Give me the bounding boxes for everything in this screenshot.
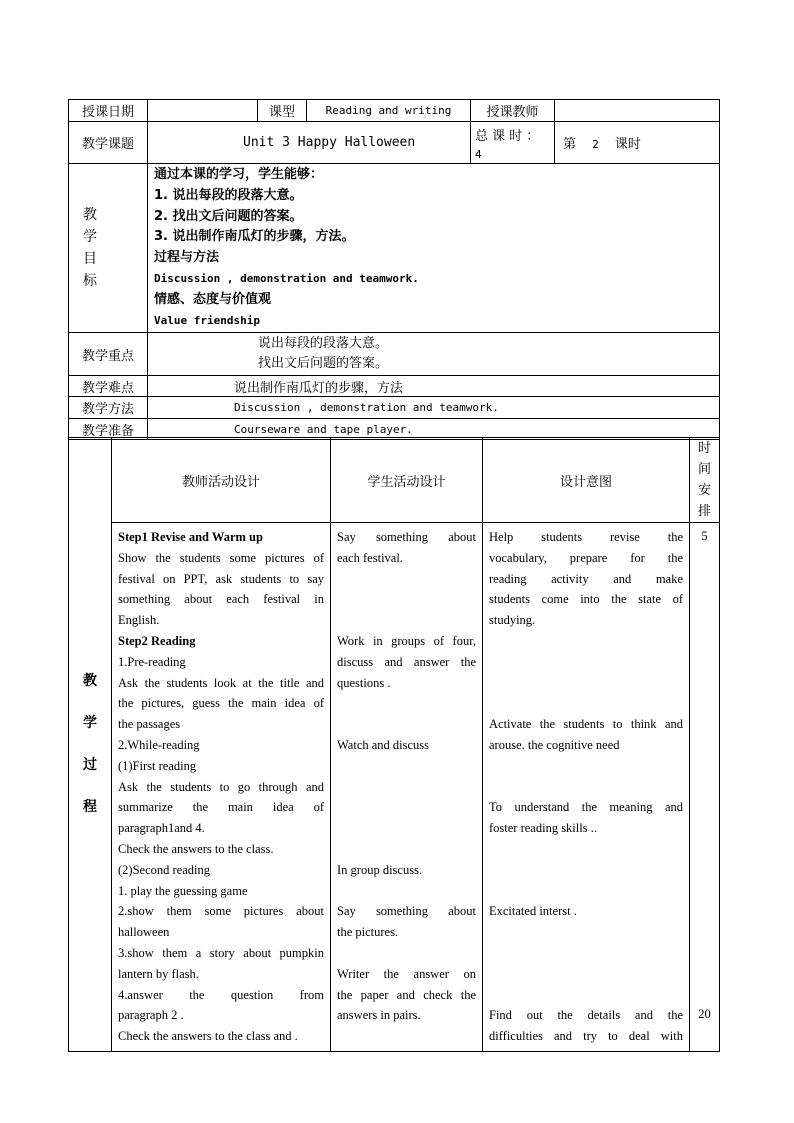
intent-line: [489, 652, 683, 673]
teacher-line: Show the students some pictures of: [118, 550, 324, 565]
teacher-line: Ask the students to go through and: [118, 779, 324, 794]
objective-line: 通过本课的学习，学生能够：: [154, 167, 324, 182]
lesson-prefix: 第: [563, 137, 577, 152]
time-value-step1: 5: [701, 529, 708, 543]
teacher-line: halloween: [118, 925, 170, 940]
objective-line: 情感、态度与价值观: [154, 291, 272, 307]
teacher-line: 1.Pre-reading: [118, 654, 186, 669]
preparation-value: Courseware and tape player.: [148, 419, 720, 440]
intent-line: foster reading skills ..: [489, 821, 597, 836]
student-line: Watch and discuss: [337, 737, 430, 752]
design-intent-header: 设计意图: [483, 438, 690, 523]
student-line: [337, 569, 476, 590]
teacher-line: 3.show them a story about pumpkin: [118, 945, 324, 960]
time-char-2: 间: [697, 462, 711, 477]
time-char-1: 时: [697, 441, 711, 456]
objectives-char-2: 学: [83, 229, 97, 246]
preparation-label: 教学准备: [69, 419, 148, 440]
student-line: [337, 1026, 476, 1047]
student-line: [337, 756, 476, 777]
student-line: [337, 839, 476, 860]
teacher-line: Step2 Reading: [118, 633, 196, 648]
objective-line: 1. 说出每段的段落大意。: [154, 187, 303, 203]
student-line: [337, 943, 476, 964]
topic-label: 教学课题: [69, 122, 148, 164]
teacher-line: festival on PPT, ask students to say: [118, 571, 324, 586]
student-line: [337, 589, 476, 610]
intent-line: reading activity and make: [489, 571, 683, 586]
time-header: [690, 438, 720, 523]
student-line: Say something about: [337, 530, 476, 544]
intent-line: [489, 839, 683, 860]
student-line: [337, 693, 476, 714]
teacher-line: paragraph 2 .: [118, 1008, 184, 1023]
date-value: [148, 100, 258, 122]
student-line: [337, 610, 476, 631]
lesson-num: 2: [592, 138, 599, 151]
design-intent-cell: [483, 523, 690, 1052]
intent-line: Activate the students to think and: [489, 717, 683, 732]
teacher-line: the passages: [118, 717, 181, 732]
teacher-line: Check the answers to the class.: [118, 841, 274, 856]
difficulties-label: 教学难点: [69, 376, 148, 397]
intent-line: arouse. the cognitive need: [489, 737, 620, 752]
teacher-line: 1. play the guessing game: [118, 883, 248, 898]
teacher-activity-cell: [112, 523, 331, 1052]
lesson-suffix: 课时: [614, 137, 641, 152]
teacher-line: English.: [118, 613, 160, 628]
objective-line: Value friendship: [154, 313, 260, 327]
intent-line: studying.: [489, 613, 536, 628]
process-char-1: 教: [83, 673, 97, 690]
teacher-line: lantern by flash.: [118, 966, 199, 981]
intent-line: Find out the details and the: [489, 1008, 683, 1023]
teacher-activity-header: 教师活动设计: [112, 438, 331, 523]
process-char-4: 程: [83, 799, 97, 816]
teacher-line: (1)First reading: [118, 758, 197, 773]
student-line: Say something about: [337, 904, 476, 919]
teacher-line: 4.answer the question from: [118, 987, 324, 1002]
student-line: questions .: [337, 675, 391, 690]
intent-line: [489, 777, 683, 798]
objectives-char-4: 标: [83, 273, 97, 290]
student-line: the paper and check the: [337, 987, 476, 1002]
topic-value: Unit 3 Happy Halloween: [148, 122, 471, 164]
objectives-char-3: 目: [83, 251, 97, 268]
process-char-2: 学: [83, 715, 97, 732]
intent-line: [489, 756, 683, 777]
teacher-line: Step1 Revise and Warm up: [118, 530, 263, 544]
key-points-content: [148, 333, 720, 376]
intent-line: difficulties and try to deal with: [489, 1029, 683, 1044]
teacher-line: Check the answers to the class and .: [118, 1029, 298, 1044]
teacher-line: (2)Second reading: [118, 862, 210, 877]
student-line: the pictures.: [337, 925, 399, 940]
lesson-plan-table: [68, 99, 720, 440]
time-value-step2: 20: [698, 1007, 711, 1021]
student-line: [337, 881, 476, 902]
key-point-line: 说出每段的段落大意。: [258, 336, 389, 352]
process-label: [69, 438, 112, 1052]
intent-line: [489, 922, 683, 943]
objective-line: 过程与方法: [154, 250, 220, 266]
student-line: Work in groups of four,: [337, 633, 476, 648]
teacher-value: [555, 100, 720, 122]
total-hours-label: 总 课 时 ：: [475, 129, 540, 144]
student-line: [337, 797, 476, 818]
teacher-line: summarize the main idea of: [118, 800, 324, 815]
student-line: [337, 714, 476, 735]
intent-line: [489, 985, 683, 1006]
intent-line: [489, 693, 683, 714]
key-points-label: 教学重点: [69, 333, 148, 376]
teacher-line: 2.While-reading: [118, 737, 200, 752]
process-table: [68, 437, 720, 1052]
intent-line: [489, 673, 683, 694]
key-point-line: 找出文后问题的答案。: [258, 356, 389, 372]
student-activity-cell: [331, 523, 483, 1052]
teacher-label: 授课教师: [471, 100, 555, 122]
intent-line: [489, 943, 683, 964]
date-label: 授课日期: [69, 100, 148, 122]
student-line: discuss and answer the: [337, 654, 476, 669]
methods-label: 教学方法: [69, 397, 148, 419]
teacher-line: the pictures, guess the main idea of: [118, 696, 324, 711]
teacher-line: Ask the students look at the title and: [118, 675, 324, 690]
intent-line: Excitated interst .: [489, 904, 577, 919]
time-char-3: 安: [697, 483, 711, 498]
time-char-4: 排: [697, 504, 711, 519]
student-line: answers in pairs.: [337, 1008, 421, 1023]
teacher-line: paragraph1and 4.: [118, 821, 205, 836]
time-cell: [690, 523, 720, 1052]
intent-line: [489, 860, 683, 881]
objective-line: 2. 找出文后问题的答案。: [154, 208, 303, 224]
student-line: In group discuss.: [337, 862, 423, 877]
student-line: [337, 818, 476, 839]
objective-line: 3. 说出制作南瓜灯的步骤，方法。: [154, 229, 355, 245]
intent-line: [489, 964, 683, 985]
student-line: Writer the answer on: [337, 966, 476, 981]
difficulties-value: 说出制作南瓜灯的步骤，方法: [148, 376, 720, 397]
type-label: 课型: [258, 100, 307, 122]
teacher-line: 2.show them some pictures about: [118, 904, 324, 919]
total-hours-value: 4: [475, 148, 482, 161]
student-line: [337, 777, 476, 798]
intent-line: Help students revise the: [489, 530, 683, 544]
objectives-content: [148, 164, 720, 333]
intent-line: [489, 631, 683, 652]
intent-line: [489, 881, 683, 902]
intent-line: students come into the state of: [489, 592, 683, 607]
objectives-label: [69, 164, 148, 333]
objective-line: Discussion , demonstration and teamwork.: [154, 271, 419, 285]
student-line: each festival.: [337, 550, 403, 565]
total-hours: [471, 122, 555, 164]
intent-line: vocabulary, prepare for the: [489, 550, 683, 565]
teacher-line: something about each festival in: [118, 592, 324, 607]
type-value: Reading and writing: [307, 100, 471, 122]
lesson-number: [555, 122, 720, 164]
objectives-char-1: 教: [83, 207, 97, 224]
intent-line: To understand the meaning and: [489, 800, 683, 815]
methods-value: Discussion , demonstration and teamwork.: [148, 397, 720, 419]
student-activity-header: 学生活动设计: [331, 438, 483, 523]
process-char-3: 过: [83, 757, 97, 774]
